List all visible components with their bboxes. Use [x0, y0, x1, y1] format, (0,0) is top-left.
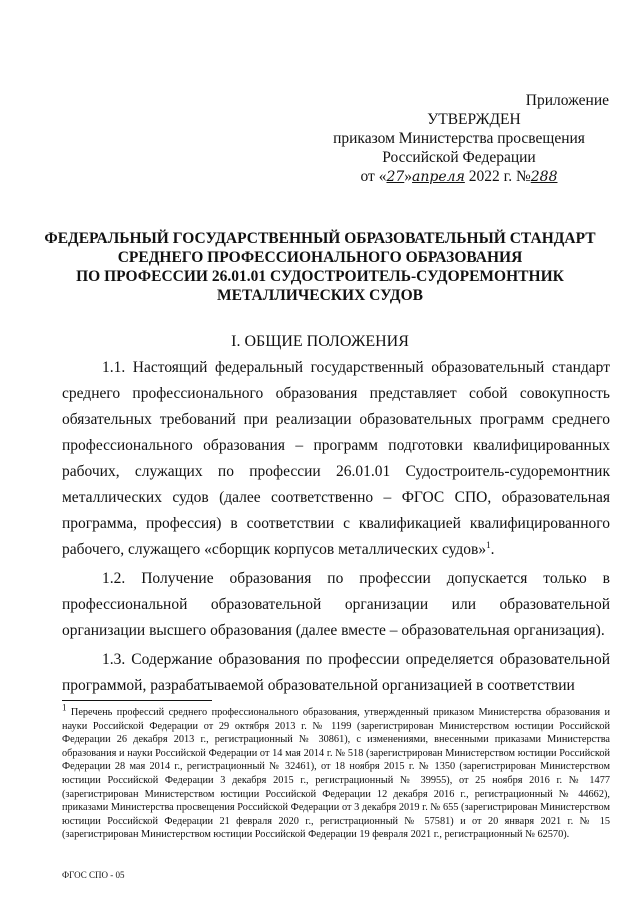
paragraph-1-1-end: .	[490, 541, 495, 558]
paragraph-1-1	[62, 355, 610, 563]
order-line-1: приказом Министерства просвещения	[333, 130, 585, 147]
title-line-1: ФЕДЕРАЛЬНЫЙ ГОСУДАРСТВЕННЫЙ ОБРАЗОВАТЕЛЬНЫЙ СТАНДАРТ	[44, 230, 596, 247]
title-line-2: СРЕДНЕГО ПРОФЕССИОНАЛЬНОГО ОБРАЗОВАНИЯ	[117, 249, 523, 266]
approved-label: УТВЕРЖДЕН	[427, 111, 521, 128]
title-line-4: МЕТАЛЛИЧЕСКИХ СУДОВ	[216, 287, 423, 304]
title-line-3: ПО ПРОФЕССИИ 26.01.01 СУДОСТРОИТЕЛЬ-СУДОРЕМОНТНИК	[76, 268, 564, 285]
paragraph-1-2: 1.2. Получение образования по профессии допускается только в профессиональной образовательной организации или образовательной организации высшего образования (далее вместе – образовательная организация).	[62, 570, 610, 639]
body-text	[62, 355, 610, 699]
handwritten-day: 27	[386, 169, 405, 185]
approval-block	[309, 110, 609, 187]
date-prefix: от «	[360, 168, 387, 185]
date-mid: »	[404, 168, 413, 185]
document-code: ФГОС СПО - 05	[62, 870, 125, 880]
footnote-mark: 1	[62, 702, 67, 713]
footnote-divider	[62, 700, 212, 701]
footnote-ref[interactable]: 1	[486, 539, 491, 550]
paragraph-1-1-text: 1.1. Настоящий федеральный государственный образовательный стандарт среднего профессионального образования представляет собой совокупность обязательных требований при реализации образовательных программ среднего профессионального образования – программ подготовки квалифицированных рабочих, служащих по профессии 26.01.01 Судостроитель-судоремонтник металлических судов (далее соответственно – ФГОС СПО, образовательная программа, профессия) в соответствии с квалификацией квалифицированного рабочего, служащего «сборщик корпусов металлических судов»	[62, 359, 610, 558]
order-date-line	[309, 167, 609, 187]
section-heading: I. ОБЩИЕ ПОЛОЖЕНИЯ	[231, 333, 409, 350]
footnote	[62, 702, 610, 842]
paragraph-1-3: 1.3. Содержание образования по профессии определяется образовательной программой, разрабатываемой образовательной организацией в соответствии	[62, 651, 610, 694]
date-year: 2022 г. №	[468, 168, 531, 185]
order-line-2: Российской Федерации	[382, 149, 536, 166]
handwritten-month: апреля	[412, 169, 465, 185]
appendix-label: Приложение	[525, 92, 609, 109]
handwritten-number: 288	[530, 169, 558, 185]
footnote-text: Перечень профессий среднего профессионального образования, утвержденный приказом Министерства образования и науки Российской Федерации от 29 октября 2013 г. № 1199 (зарегистрирован Министерством юстиции Российской Федерации 26 декабря 2013 г., регистрационный № 30861), с изменениями, внесенными приказами Министерства образования и науки Российской Федерации от 14 мая 2014 г. № 518 (зарегистрирован Министерством юстиции Российской Федерации 28 мая 2014 г., регистрационный № 32461), от 18 ноября 2015 г. № 1350 (зарегистрирован Министерством юстиции Российской Федерации 3 декабря 2015 г., регистрационный № 39955), от 25 ноября 2016 г. № 1477 (зарегистрирован Министерством юстиции Российской Федерации 12 декабря 2016 г., регистрационный № 44662), приказами Министерства просвещения Российской Федерации от 3 декабря 2019 г. № 655 (зарегистрирован Министерством юстиции Российской Федерации 21 февраля 2020 г., регистрационный № 57581) и от 20 января 2021 г. № 15 (зарегистрирован Министерством юстиции Российской Федерации 19 февраля 2021 г., регистрационный № 62570).	[62, 707, 610, 841]
document-title	[40, 229, 600, 305]
